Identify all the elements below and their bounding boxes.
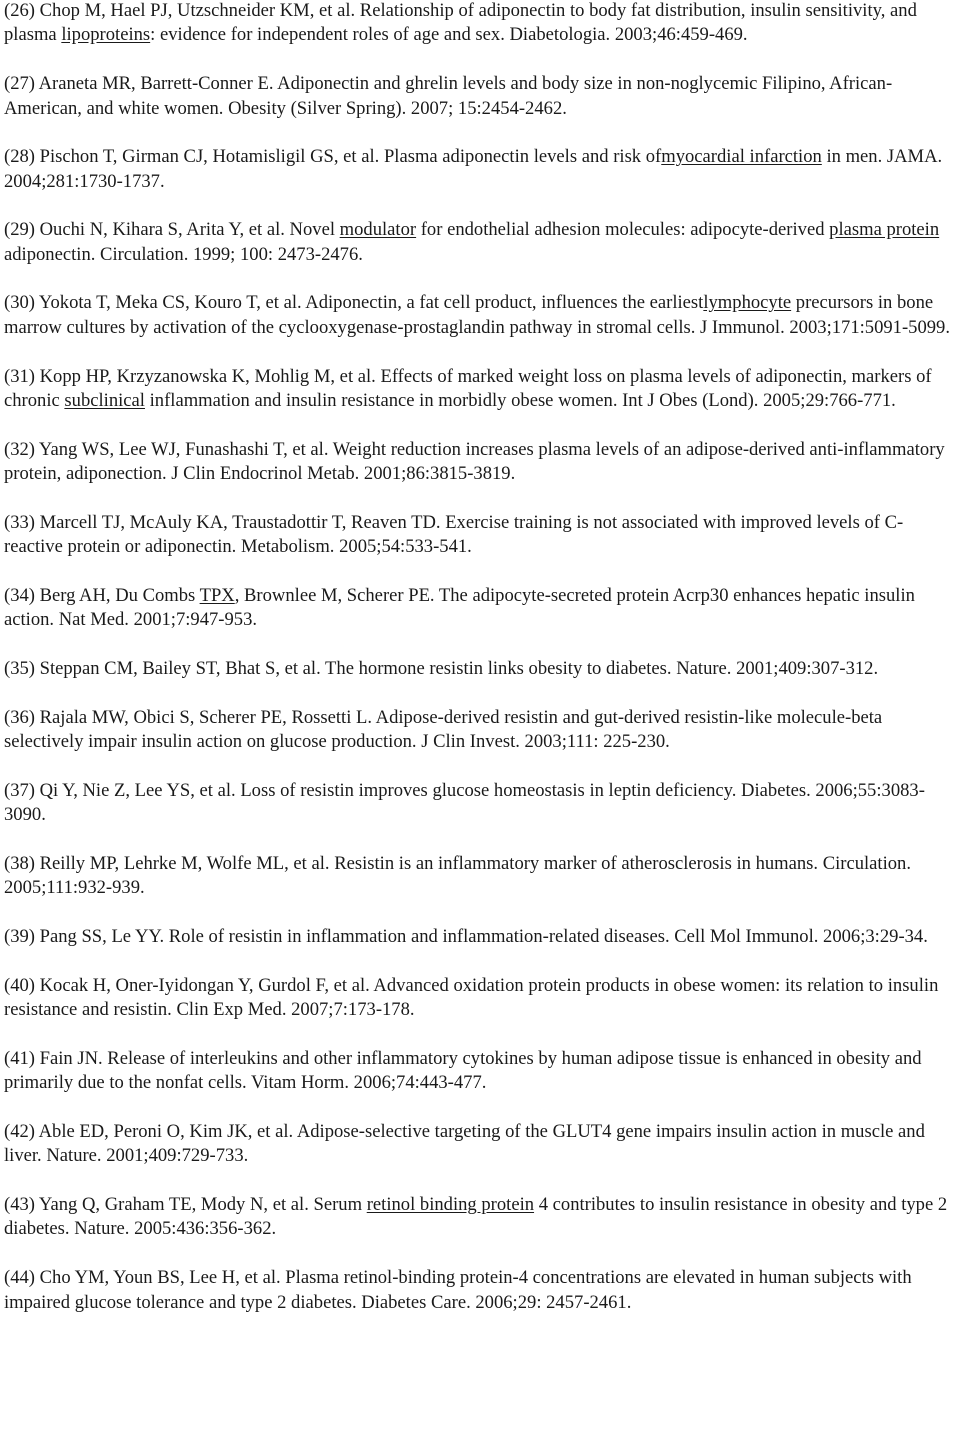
reference-42 bbox=[4, 1120, 954, 1169]
reference-34-link[interactable]: TPX bbox=[199, 584, 235, 606]
reference-26-text: (26) Chop M, Hael PJ, Utzschneider KM, et al. Relationship of adiponectin to body fat distribution, insulin sensitivity, and plasma bbox=[4, 0, 917, 46]
reference-44-text: (44) Cho YM, Youn BS, Lee H, et al. Plasma retinol-binding protein-4 concentrations are elevated in human subjects with impaired glucose tolerance and type 2 diabetes. Diabetes Care. 2006;29: 2457-2461. bbox=[4, 1267, 912, 1313]
reference-28-text: (28) Pischon T, Girman CJ, Hotamisligil GS, et al. Plasma adiponectin levels and risk of bbox=[4, 146, 662, 168]
reference-27-text: (27) Araneta MR, Barrett-Conner E. Adiponectin and ghrelin levels and body size in non-noglycemic Filipino, African-American, and white women. Obesity (Silver Spring). 2007; 15:2454-2462. bbox=[4, 73, 893, 119]
reference-31-link[interactable]: subclinical bbox=[64, 389, 145, 411]
reference-list bbox=[4, 0, 954, 1339]
reference-36-text: (36) Rajala MW, Obici S, Scherer PE, Rossetti L. Adipose-derived resistin and gut-derived resistin-like molecule-beta selectively impair insulin action on glucose production. J Clin Invest. 2003;111: 225-230. bbox=[4, 706, 883, 753]
reference-43-link[interactable]: retinol binding protein bbox=[366, 1194, 535, 1216]
reference-40-text: (40) Kocak H, Oner-Iyidongan Y, Gurdol F, et al. Advanced oxidation protein products in obese women: its relation to insulin resistance and resistin. Clin Exp Med. 2007;7:173-178. bbox=[4, 974, 939, 1021]
reference-30 bbox=[4, 291, 954, 340]
reference-40 bbox=[4, 974, 954, 1023]
reference-37-text: (37) Qi Y, Nie Z, Lee YS, et al. Loss of resistin improves glucose homeostasis in leptin deficiency. Diabetes. 2006;55:3083-3090. bbox=[4, 779, 925, 826]
reference-30-text: (30) Yokota T, Meka CS, Kouro T, et al. Adiponectin, a fat cell product, influences the earliest bbox=[4, 292, 704, 314]
reference-33 bbox=[4, 511, 954, 560]
reference-38 bbox=[4, 852, 954, 901]
reference-34 bbox=[4, 584, 954, 633]
reference-32-text: (32) Yang WS, Lee WJ, Funashashi T, et al. Weight reduction increases plasma levels of an adipose-derived anti-inflammatory protein, adiponection. J Clin Endocrinol Metab. 2001;86:3815-3819. bbox=[4, 438, 945, 485]
reference-35-text: (35) Steppan CM, Bailey ST, Bhat S, et al. The hormone resistin links obesity to diabetes. Nature. 2001;409:307-312. bbox=[4, 657, 879, 679]
reference-37 bbox=[4, 779, 954, 828]
reference-26 bbox=[4, 0, 954, 48]
reference-43 bbox=[4, 1193, 954, 1242]
reference-38-text: (38) Reilly MP, Lehrke M, Wolfe ML, et al. Resistin is an inflammatory marker of atherosclerosis in humans. Circulation. 2005;111:932-939. bbox=[4, 852, 912, 899]
reference-28-link[interactable]: myocardial infarction bbox=[661, 146, 822, 168]
reference-34-text: , Brownlee M, Scherer PE. The adipocyte-secreted protein Acrp30 enhances hepatic insulin action. Nat Med. 2001;7:947-953. bbox=[4, 584, 915, 631]
reference-44 bbox=[4, 1266, 954, 1315]
reference-35 bbox=[4, 657, 954, 681]
reference-31 bbox=[4, 365, 954, 414]
reference-29-text: adiponectin. Circulation. 1999; 100: 2473-2476. bbox=[4, 243, 363, 265]
reference-28-text: in men. JAMA. 2004;281:1730-1737. bbox=[4, 146, 943, 192]
reference-29-text: for endothelial adhesion molecules: adipocyte-derived bbox=[416, 219, 830, 241]
reference-28 bbox=[4, 145, 954, 194]
reference-39 bbox=[4, 925, 954, 949]
reference-30-link[interactable]: lymphocyte bbox=[703, 292, 792, 314]
reference-32 bbox=[4, 438, 954, 487]
reference-26-text: : evidence for independent roles of age and sex. Diabetologia. 2003;46:459-469. bbox=[150, 24, 748, 46]
reference-26-link[interactable]: lipoproteins bbox=[61, 24, 151, 46]
reference-30-text: precursors in bone marrow cultures by activation of the cyclooxygenase-prostaglandin pathway in stromal cells. J Immunol. 2003;171:5091-5099. bbox=[4, 292, 951, 338]
reference-29-text: (29) Ouchi N, Kihara S, Arita Y, et al. Novel bbox=[4, 219, 340, 241]
reference-31-text: (31) Kopp HP, Krzyzanowska K, Mohlig M, et al. Effects of marked weight loss on plasma levels of adiponectin, markers of chronic bbox=[4, 365, 932, 411]
reference-29-link[interactable]: plasma protein bbox=[829, 219, 940, 241]
reference-42-text: (42) Able ED, Peroni O, Kim JK, et al. Adipose-selective targeting of the GLUT4 gene impairs insulin action in muscle and liver. Nature. 2001;409:729-733. bbox=[4, 1120, 925, 1167]
reference-43-text: (43) Yang Q, Graham TE, Mody N, et al. Serum bbox=[4, 1194, 367, 1216]
reference-43-text: 4 contributes to insulin resistance in obesity and type 2 diabetes. Nature. 2005:436:356-362. bbox=[4, 1194, 948, 1240]
reference-41-text: (41) Fain JN. Release of interleukins and other inflammatory cytokines by human adipose tissue is enhanced in obesity and primarily due to the nonfat cells. Vitam Horm. 2006;74:443-477. bbox=[4, 1047, 922, 1094]
reference-41 bbox=[4, 1047, 954, 1096]
reference-29 bbox=[4, 218, 954, 267]
reference-29-link[interactable]: modulator bbox=[339, 219, 417, 241]
reference-33-text: (33) Marcell TJ, McAuly KA, Traustadottir T, Reaven TD. Exercise training is not associated with improved levels of C-reactive protein or adiponectin. Metabolism. 2005;54:533-541. bbox=[4, 511, 904, 558]
reference-31-text: inflammation and insulin resistance in morbidly obese women. Int J Obes (Lond). 2005;29:766-771. bbox=[144, 389, 896, 411]
reference-36 bbox=[4, 706, 954, 755]
reference-34-text: (34) Berg AH, Du Combs bbox=[4, 584, 200, 606]
reference-39-text: (39) Pang SS, Le YY. Role of resistin in inflammation and inflammation-related diseases. Cell Mol Immunol. 2006;3:29-34. bbox=[4, 926, 928, 948]
reference-27 bbox=[4, 72, 954, 121]
